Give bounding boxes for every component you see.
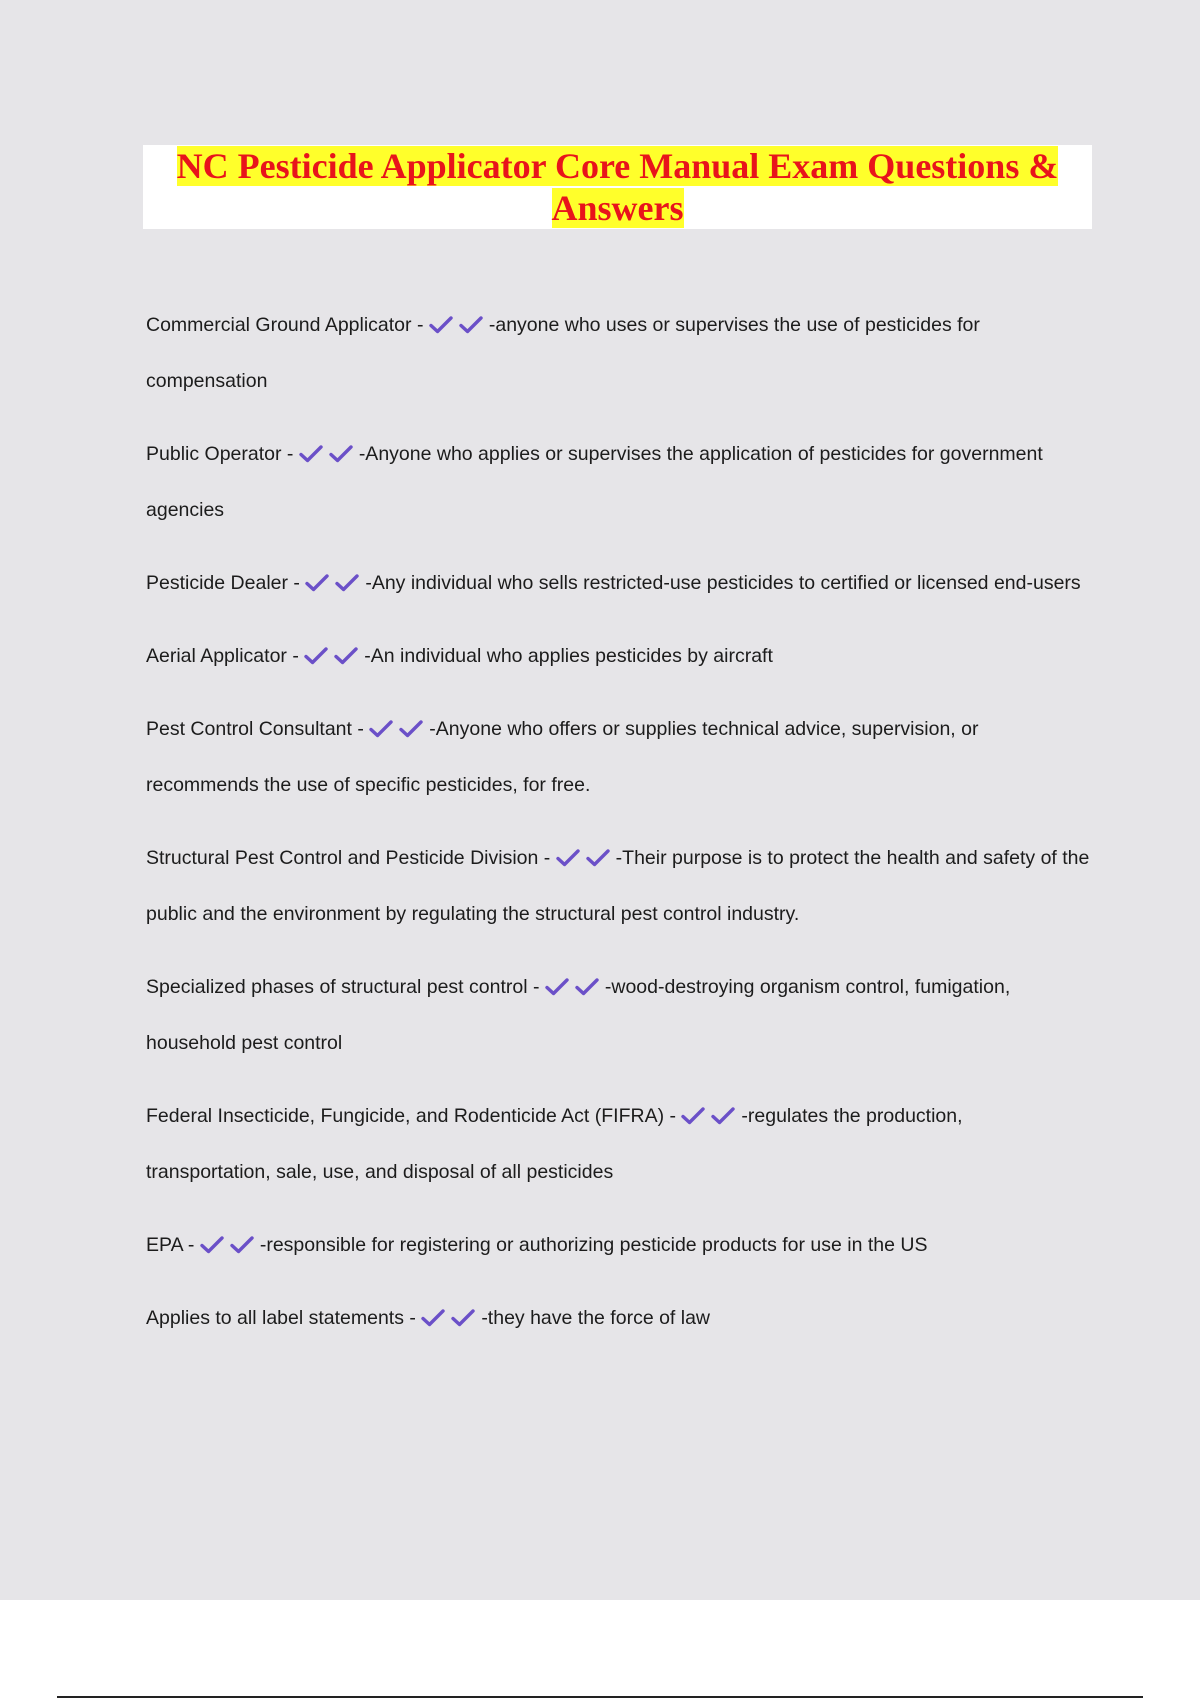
qa-term: Commercial Ground Applicator -	[146, 314, 429, 336]
check-icon	[586, 849, 610, 867]
qa-entry	[146, 701, 1092, 813]
check-icon	[335, 574, 359, 592]
qa-term: Applies to all label statements -	[146, 1307, 422, 1329]
qa-definition: -An individual who applies pesticides by aircraft	[364, 645, 773, 667]
check-icon	[556, 849, 580, 867]
qa-definition: -wood-destroying organism control, fumigation, household pest control	[146, 976, 1011, 1054]
check-icon	[429, 316, 453, 334]
qa-entry	[146, 426, 1092, 538]
document-title-line1: NC Pesticide Applicator Core Manual Exam Questions &	[176, 146, 1059, 186]
check-icon	[545, 978, 569, 996]
check-icon	[451, 1309, 475, 1327]
check-icon	[421, 1309, 445, 1327]
qa-term: Public Operator -	[146, 443, 299, 465]
title-box	[143, 145, 1092, 229]
qa-term: Pest Control Consultant -	[146, 718, 370, 740]
qa-definition: -they have the force of law	[481, 1307, 711, 1329]
check-icon	[575, 978, 599, 996]
qa-entry	[146, 830, 1092, 942]
check-icon	[399, 720, 423, 738]
qa-term: Federal Insecticide, Fungicide, and Rodenticide Act (FIFRA) -	[146, 1105, 682, 1127]
qa-entry	[146, 555, 1092, 611]
qa-entry	[146, 1217, 1092, 1273]
check-icon	[305, 574, 329, 592]
qa-term: Aerial Applicator -	[146, 645, 305, 667]
qa-entry	[146, 297, 1092, 409]
qa-definition: -Anyone who offers or supplies technical advice, supervision, or recommends the use of specific pesticides, for free.	[146, 718, 979, 796]
qa-definition: -Any individual who sells restricted-use pesticides to certified or licensed end-users	[365, 572, 1081, 594]
check-icon	[369, 720, 393, 738]
check-icon	[200, 1236, 224, 1254]
qa-entry	[146, 959, 1092, 1071]
qa-entry	[146, 628, 1092, 684]
check-icon	[681, 1107, 705, 1125]
qa-entry	[146, 1290, 1092, 1346]
check-icon	[329, 445, 353, 463]
check-icon	[459, 316, 483, 334]
qa-term: EPA -	[146, 1234, 200, 1256]
qa-list	[146, 297, 1092, 1363]
qa-term: Structural Pest Control and Pesticide Division -	[146, 847, 556, 869]
footer-divider	[57, 1696, 1143, 1698]
check-icon	[711, 1107, 735, 1125]
check-icon	[304, 647, 328, 665]
check-icon	[299, 445, 323, 463]
document-title-line2: Answers	[551, 188, 684, 228]
qa-term: Pesticide Dealer -	[146, 572, 306, 594]
qa-definition: -Anyone who applies or supervises the application of pesticides for government agencies	[146, 443, 1043, 521]
qa-definition: -Their purpose is to protect the health and safety of the public and the environment by regulating the structural pest control industry.	[146, 847, 1090, 925]
qa-definition: -anyone who uses or supervises the use of pesticides for compensation	[146, 314, 980, 392]
qa-definition: -responsible for registering or authorizing pesticide products for use in the US	[259, 1234, 928, 1256]
check-icon	[230, 1236, 254, 1254]
qa-term: Specialized phases of structural pest control -	[146, 976, 545, 998]
qa-definition: -regulates the production, transportation, sale, use, and disposal of all pesticides	[146, 1105, 963, 1183]
qa-entry	[146, 1088, 1092, 1200]
check-icon	[334, 647, 358, 665]
